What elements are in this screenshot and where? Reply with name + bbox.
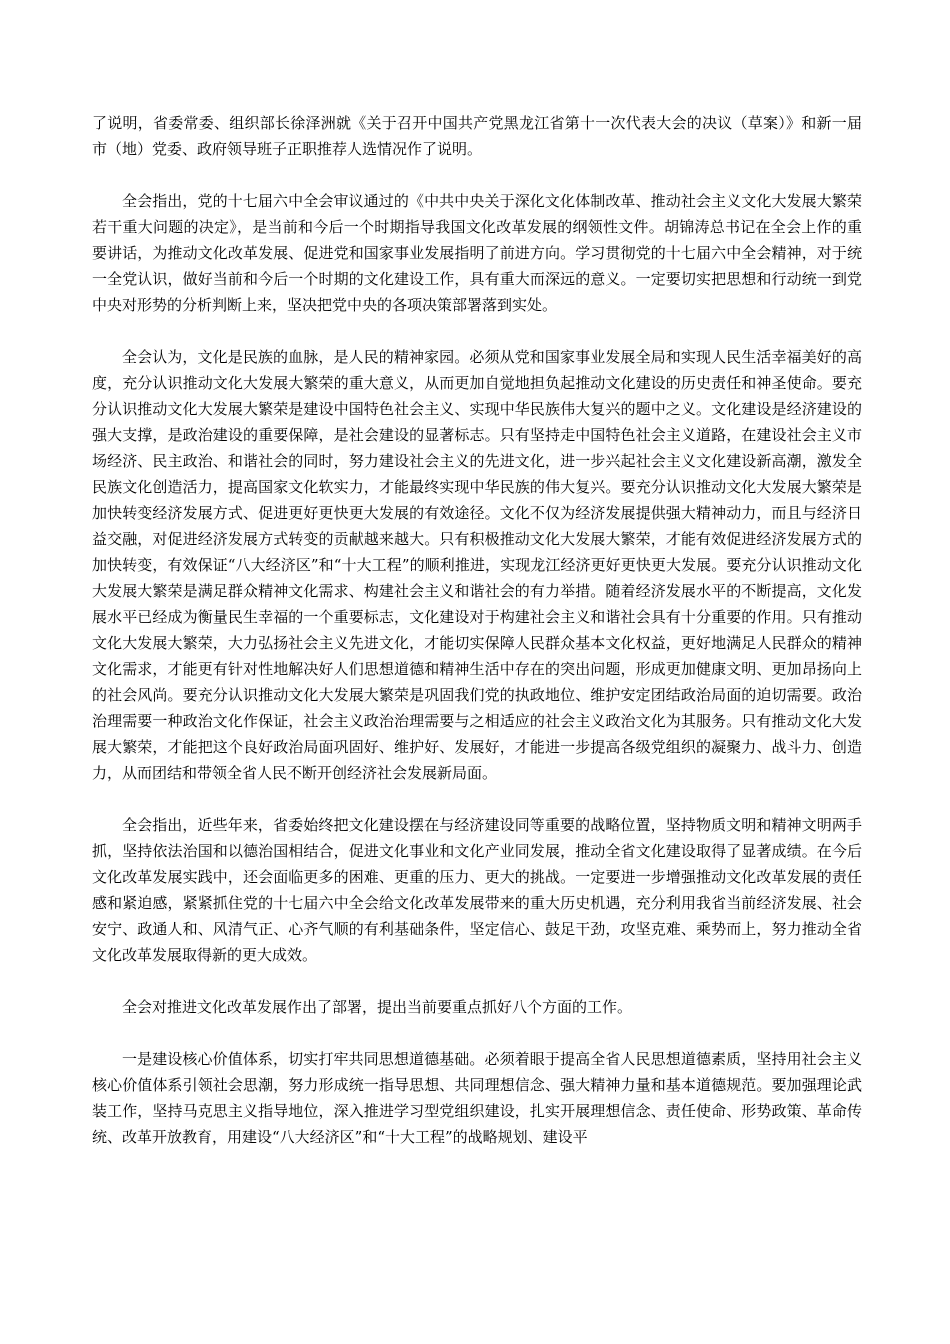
- paragraph-culture-significance: 全会认为，文化是民族的血脉，是人民的精神家园。必须从党和国家事业发展全局和实现人民生活幸福美好的高度，充分认识推动文化大发展大繁荣的重大意义，从而更加自觉地担负起推动文化建设的历史责任和神圣使命。要充分认识推动文化大发展大繁荣是建设中国特色社会主义、实现中华民族伟大复兴的题中之义。文化建设是经济建设的强大支撑，是政治建设的重要保障，是社会建设的显著标志。只有坚持走中国特色社会主义道路，在建设社会主义市场经济、民主政治、和谐社会的同时，努力建设社会主义的先进文化，进一步兴起社会主义文化建设新高潮，激发全民族文化创造活力，提高国家文化软实力，才能最终实现中华民族的伟大复兴。要充分认识推动文化大发展大繁荣是加快转变经济发展方式、促进更好更快更大发展的有效途径。文化不仅为经济发展提供强大精神动力，而且与经济日益交融，对促进经济发展方式转变的贡献越来越大。只有积极推动文化大发展大繁荣，才能有效促进经济发展方式的加快转变，有效保证“八大经济区”和“十大工程”的顺利推进，实现龙江经济更好更快更大发展。要充分认识推动文化大发展大繁荣是满足群众精神文化需求、构建社会主义和谐社会的有力举措。随着经济发展水平的不断提高，文化发展水平已经成为衡量民生幸福的一个重要标志，文化建设对于构建社会主义和谐社会具有十分重要的作用。只有推动文化大发展大繁荣，大力弘扬社会主义先进文化，才能切实保障人民群众基本文化权益，更好地满足人民群众的精神文化需求，才能更有针对性地解决好人们思想道德和精神生活中存在的突出问题，形成更加健康文明、更加昂扬向上的社会风尚。要充分认识推动文化大发展大繁荣是巩固我们党的执政地位、维护安定团结政治局面的迫切需要。政治治理需要一种政治文化作保证，社会主义政治治理需要与之相适应的社会主义政治文化为其服务。只有推动文化大发展大繁荣，才能把这个良好政治局面巩固好、维护好、发展好，才能进一步提高各级党组织的凝聚力、战斗力、创造力，从而团结和带领全省人民不断开创经济社会发展新局面。: [92, 348, 862, 782]
- paragraph-deployment: 全会对推进文化改革发展作出了部署，提出当前要重点抓好八个方面的工作。: [122, 998, 633, 1016]
- paragraph-recent-years: 全会指出，近些年来，省委始终把文化建设摆在与经济建设同等重要的战略位置，坚持物质文明和精神文明两手抓，坚持依法治国和以德治国相结合，促进文化事业和文化产业同发展，推动全省文化建设取得了显著成绩。在今后文化改革发展实践中，还会面临更多的困难、更重的压力、更大的挑战。一定要进一步增强推动文化改革发展的责任感和紧迫感，紧紧抓住党的十七届六中全会给文化改革发展带来的重大历史机遇，充分利用我省当前经济发展、社会安宁、政通人和、风清气正、心齐气顺的有利基础条件，坚定信心、鼓足干劲，攻坚克难、乘势而上，努力推动全省文化改革发展取得新的更大成效。: [92, 816, 862, 964]
- paragraph-continued: 了说明，省委常委、组织部长徐泽洲就《关于召开中国共产党黑龙江省第十一次代表大会的决议（草案）》和新一届市（地）党委、政府领导班子正职推荐人选情况作了说明。: [92, 114, 862, 158]
- paragraph-plenum-points-out: 全会指出，党的十七届六中全会审议通过的《中共中央关于深化文化体制改革、推动社会主义文化大发展大繁荣若干重大问题的决定》，是当前和今后一个时期指导我国文化改革发展的纲领性文件。胡锦涛总书记在全会上作的重要讲话，为推动文化改革发展、促进党和国家事业发展指明了前进方向。学习贯彻党的十七届六中全会精神，对于统一全党认识，做好当前和今后一个时期的文化建设工作，具有重大而深远的意义。一定要切实把思想和行动统一到党中央对形势的分析判断上来，坚决把党中央的各项决策部署落到实处。: [92, 192, 862, 314]
- document-page: [92, 110, 862, 1176]
- paragraph-item-one: 一是建设核心价值体系，切实打牢共同思想道德基础。必须着眼于提高全省人民思想道德素质，坚持用社会主义核心价值体系引领社会思潮，努力形成统一指导思想、共同理想信念、强大精神力量和基本道德规范。要加强理论武装工作，坚持马克思主义指导地位，深入推进学习型党组织建设，扎实开展理想信念、责任使命、形势政策、革命传统、改革开放教育，用建设“八大经济区”和“十大工程”的战略规划、建设平: [92, 1050, 862, 1146]
